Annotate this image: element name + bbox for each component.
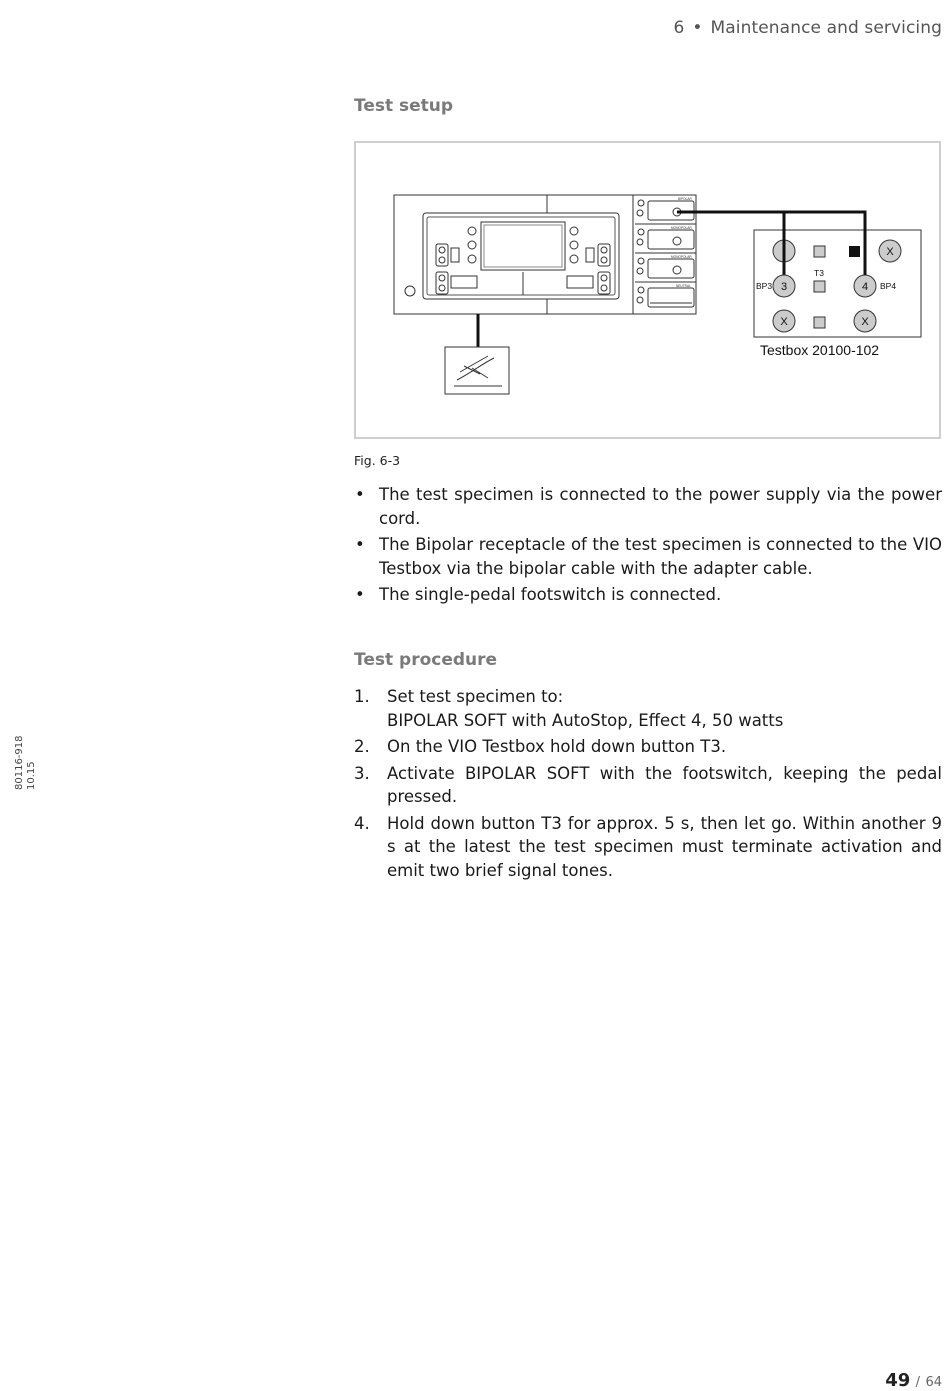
list-item bbox=[354, 685, 942, 732]
list-item bbox=[354, 483, 942, 530]
list-item bbox=[354, 735, 942, 759]
current-page: 49 bbox=[885, 1370, 911, 1391]
setup-bullet-list bbox=[354, 483, 942, 610]
step-number: 2. bbox=[354, 737, 370, 756]
panel-label-monopolar-2: MONOPOLAR bbox=[671, 255, 692, 259]
setup-diagram bbox=[356, 143, 943, 441]
bp4-label: BP4 bbox=[880, 281, 897, 291]
test-setup-figure bbox=[354, 141, 941, 439]
socket-x-bottom-left: X bbox=[780, 316, 788, 328]
list-item bbox=[354, 812, 942, 883]
panel-label-monopolar-1: MONOPOLAR bbox=[671, 226, 692, 230]
step-text: Set test specimen to: bbox=[387, 687, 564, 706]
document-date: 10.15 bbox=[26, 761, 37, 790]
bullet-dot: • bbox=[355, 485, 365, 504]
chapter-title: Maintenance and servicing bbox=[710, 18, 942, 38]
display bbox=[481, 222, 565, 270]
socket-x-top-right: X bbox=[886, 246, 894, 258]
header-separator: • bbox=[692, 18, 703, 38]
socket-4-label: 4 bbox=[861, 281, 869, 293]
step-setting: BIPOLAR SOFT with AutoStop, Effect 4, 50 watts bbox=[387, 710, 784, 730]
bullet-dot: • bbox=[355, 535, 365, 554]
page-number bbox=[885, 1370, 942, 1391]
panel-label-neutral: NEUTRAL bbox=[676, 284, 691, 288]
document-code bbox=[14, 735, 38, 790]
t3-label: T3 bbox=[814, 268, 824, 278]
step-text: Activate BIPOLAR SOFT with the footswitch, keeping the pedal pressed. bbox=[387, 763, 942, 806]
bullet-dot: • bbox=[355, 585, 365, 604]
testbox-indicator bbox=[849, 246, 860, 257]
figure-caption: Fig. 6-3 bbox=[354, 453, 401, 468]
socket-x-bottom-right: X bbox=[861, 316, 869, 328]
step-number: 4. bbox=[354, 813, 370, 833]
step-number: 1. bbox=[354, 687, 370, 706]
total-pages: 64 bbox=[925, 1375, 942, 1390]
list-item bbox=[354, 533, 942, 580]
running-header bbox=[673, 18, 942, 38]
bullet-text: The Bipolar receptacle of the test specimen is connected to the VIO Testbox via the bipolar cable with the adapter cable. bbox=[379, 535, 942, 578]
test-procedure-heading: Test procedure bbox=[354, 650, 498, 670]
test-setup-heading: Test setup bbox=[354, 96, 454, 116]
procedure-steps bbox=[354, 685, 942, 885]
list-item bbox=[354, 762, 942, 809]
testbox-label: Testbox 20100-102 bbox=[760, 342, 880, 358]
chapter-number: 6 bbox=[673, 18, 685, 38]
bullet-text: The test specimen is connected to the power supply via the power cord. bbox=[379, 485, 942, 528]
socket-3-label: 3 bbox=[780, 281, 788, 293]
document-number: 80116-918 bbox=[14, 735, 25, 790]
step-number: 3. bbox=[354, 763, 370, 783]
bullet-text: The single-pedal footswitch is connected. bbox=[379, 585, 722, 604]
bp3-label: BP3 bbox=[756, 281, 773, 291]
footswitch bbox=[445, 347, 509, 394]
list-item bbox=[354, 583, 942, 607]
step-text: Hold down button T3 for approx. 5 s, then let go. Within another 9 s at the latest the test specimen must terminate activation and emit two brief signal tones. bbox=[387, 813, 942, 880]
page-separator: / bbox=[915, 1375, 921, 1390]
step-text: On the VIO Testbox hold down button T3. bbox=[387, 737, 727, 756]
power-switch bbox=[405, 286, 415, 296]
panel-label-bipolar: BIPOLAR bbox=[678, 197, 692, 201]
